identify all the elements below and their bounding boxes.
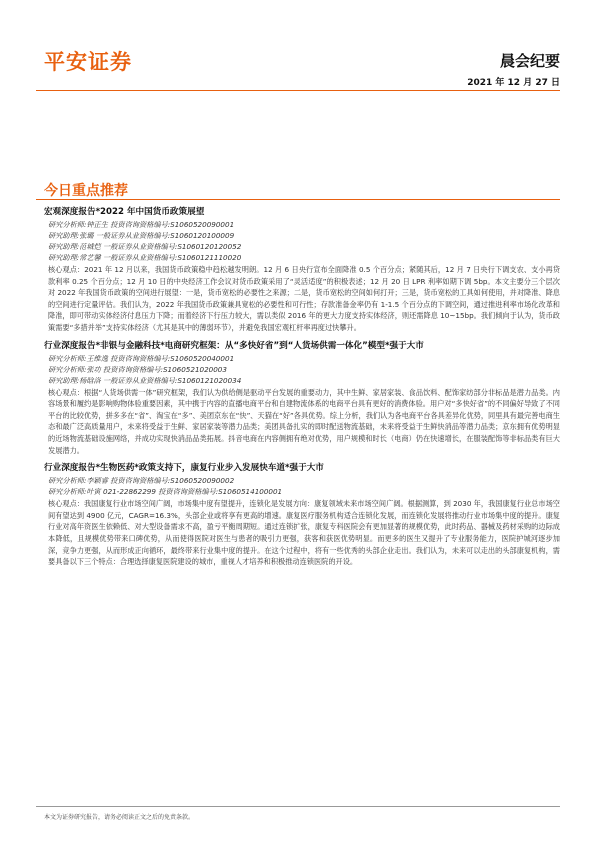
company-logo: 平安证券 <box>44 50 132 74</box>
article-title[interactable]: 宏观深度报告*2022 年中国货币政策展望 <box>44 207 205 217</box>
analyst-line: 研究助理:常艺馨 一般证券从业资格编号:S1060121110020 <box>48 253 242 262</box>
section-title: 今日重点推荐 <box>44 183 128 199</box>
article-summary: 核心观点：我国康复行业市场空间广阔，市场集中度有望提升，连锁化是发展方向：康复领域未来市场空间广阔。根据测算，到 2030 年，我国康复行业总市场空间有望达到 4900 亿元，CAGR=16.3%，头部企业或将享有更高的增速。康复医疗服务机构适合连锁化发展，而连锁化发展将推动行业市场集中度的提升。康复行业对高年资医生依赖低、对大型设备需求不高，盈亏平衡周期短。通过连锁扩张，康复专科医院会有更加显著的规模优势，此时药品、器械及药材采购的边际成本降低，且规模优势带来口碑优势，从而使得医院对医生与患者的吸引力更强，获客和获医优势明显。而更多的医生又提升了专业服务能力，医院护城河逐步加深，竞争力更强，从而形成正向循环，最终带来行业集中度的提升。在这个过程中，将有一些优秀的头部企业走出。我们认为，未来可以走出的头部康复机构，需要具备以下三个特点：合理选择康复医院建设的城市，重视人才培养和积极推动连锁医院的开设。 <box>48 499 560 567</box>
analyst-line: 研究分析师:叶寅 021-22862299 投资咨询资格编号:S1060514100001 <box>48 487 283 497</box>
document-date: 2021 年 12 月 27 日 <box>467 78 560 88</box>
article-summary: 核心观点：根据“人货场供需一体”研究框架，我们认为供给侧是驱动平台发展的重要动力，其中生鲜、家居家装、食品饮料、配饰家纺部分非标品是潜力品类。内容场景和履约是影响购物体验重要因素，其中携于内容的直播电商平台和自建物流体系的电商平台具有更好的消费体验。用户对“多快好省”的不同偏好导致了不同平台的比较优势，拼多多在“省”、淘宝在“多”、美团京东在“快”、天猫在“好”各具优势。综上分析，我们认为各电商平台各具差异化优势，同里具有最完善电商生态和最广泛高质量用户，未来将受益于生鲜、家居家装等潜力品类；美团具备扎实的即时配送物流基础，未来将受益于生鲜快消品等潜力品类；京东拥有优势明显的近场物流基础设施网络，并成功实现快消品品类拓展。抖音电商在内容侧拥有绝对优势，用户规模和时长（电商）仍在快速增长，在服装配饰等非标品类有巨大发展潜力。 <box>48 387 560 455</box>
document-title: 晨会纪要 <box>499 52 560 70</box>
article-title[interactable]: 行业深度报告*非银与金融科技*电商研究框架：从“多快好省”到“人货场供需一体化”模型*强于大市 <box>44 340 424 351</box>
article-rehab <box>44 462 560 568</box>
article-title[interactable]: 行业深度报告*生物医药*政策支持下，康复行业步入发展快车道*强于大市 <box>44 463 324 474</box>
article-summary: 核心观点：2021 年 12 月以来，我国货币政策稳中趋松越发明朗。12 月 6 日央行宣布全面降准 0.5 个百分点；紧随其后，12 月 7 日央行下调支农、支小再贷款利率 0.25 个百分点；12 月 10 日的中央经济工作会议对货币政策采用了“灵活适度”的积极表述；12 月 20 日 LPR 利率如期下调 5bp。本文主要分三个层次对 2022 年我国货币政策的空间进行展望：一是，货币宽松的必要性之来源；二是，货币宽松的空间如何打开；三是，货币宽松的工具如何使用，并对降准、降息的空间进行定量评估。我们认为，2022 年我国货币政策兼具宽松的必要性和可行性；存款准备金率仍有 1-1.5 个百分点的下调空间，通过推进利率市场化改革和降准，即可带动实体经济付息压力下降；而着经济下行压力较大，需以类似 2016 年的更大力度支持实体经济，则还需降息 10~15bp。我们倾向于认为，货币政策需要“多措并举”支持实体经济（尤其是其中的薄弱环节），并避免我国宏观杠杆率再度过快攀升。 <box>48 265 560 332</box>
section-divider <box>36 199 560 200</box>
footer-divider <box>36 806 560 807</box>
article-ecommerce <box>44 340 560 457</box>
analyst-line: 研究分析师:钟正生 投资咨询资格编号:S1060520090001 <box>48 220 235 229</box>
analyst-line: 研究分析师:张功 投资咨询资格编号:S1060521020003 <box>48 364 227 374</box>
footer-disclaimer: 本文为证券研究报告，请务必阅读正文之后的免责条款。 <box>44 814 195 821</box>
analyst-line: 研究助理:张璐 一般证券从业资格编号:S1060120100009 <box>48 231 235 240</box>
article-list <box>44 206 560 574</box>
analyst-line: 研究分析师:李颖睿 投资咨询资格编号:S1060520090002 <box>48 476 235 486</box>
analyst-line: 研究分析师:王维逸 投资咨询资格编号:S1060520040001 <box>48 353 235 363</box>
analyst-line: 研究助理:范城恺 一般证券从业资格编号:S1060120120052 <box>48 242 242 251</box>
analyst-line: 研究助理:杨晗洛 一般证券从业资格编号:S1060121020034 <box>48 375 242 385</box>
header-divider <box>36 90 560 91</box>
article-macro <box>44 206 560 334</box>
